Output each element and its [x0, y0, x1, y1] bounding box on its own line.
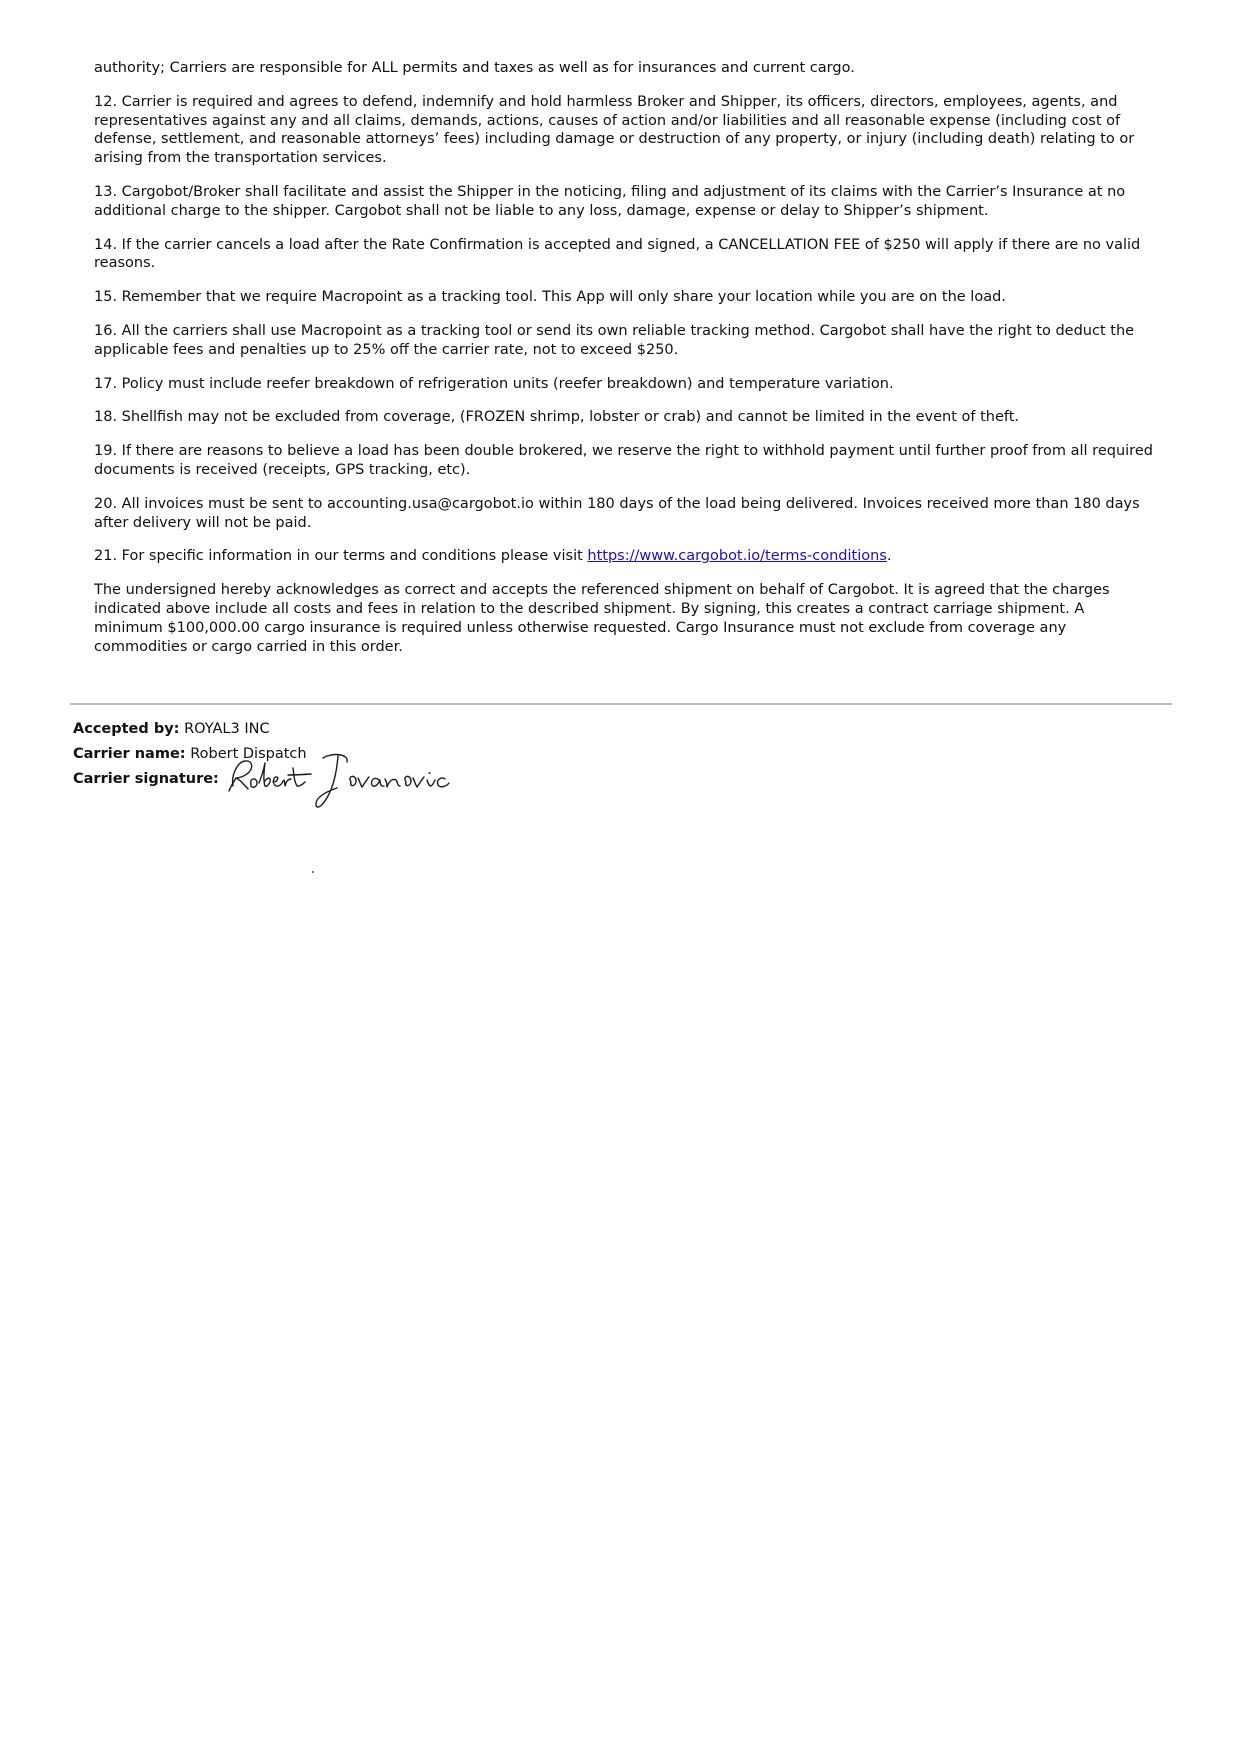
carrier-signature-row	[73, 770, 219, 788]
terms-paragraph-12: 12. Carrier is required and agrees to defend, indemnify and hold harmless Broker and Shipper, its officers, directors, employees, agents, and representatives against any and all claims, demands, actions, causes of action and/or liabilities and all reasonable expense (including cost of defense, settlement, and reasonable attorneys’ fees) including damage or destruction of any property, or injury (including death) relating to or arising from the transportation services.	[94, 93, 1135, 167]
acknowledgement-paragraph: The undersigned hereby acknowledges as correct and accepts the referenced shipment on behalf of Cargobot. It is agreed that the charges indicated above include all costs and fees in relation to the described shipment. By signing, this creates a contract carriage shipment. A minimum $100,000.00 cargo insurance is required unless otherwise requested. Cargo Insurance must not exclude from coverage any commodities or cargo carried in this order.	[94, 582, 1110, 655]
terms-paragraph-16: 16. All the carriers shall use Macropoint as a tracking tool or send its own reliable tracking method. Cargobot shall have the right to deduct the applicable fees and penalties up to 25% off the carrier rate, not to exceed $250.	[94, 322, 1135, 358]
terms-paragraph-17: 17. Policy must include reefer breakdown of refrigeration units (reefer breakdown) and temperature variation.	[94, 375, 894, 392]
terms-paragraph-continuation: authority; Carriers are responsible for ALL permits and taxes as well as for insurances and current cargo.	[94, 60, 855, 76]
carrier-name-value: Robert Dispatch	[190, 746, 307, 762]
carrier-signature-label: Carrier signature:	[73, 771, 219, 787]
terms-paragraph-21-text: 21. For specific information in our terms and conditions please visit	[94, 548, 588, 565]
accepted-by-value: ROYAL3 INC	[184, 721, 270, 737]
terms-conditions-link[interactable]: https://www.cargobot.io/terms-conditions	[587, 548, 887, 565]
accepted-by-row	[73, 720, 270, 738]
terms-paragraph-21	[94, 547, 1156, 566]
terms-paragraph-18: 18. Shellfish may not be excluded from coverage, (FROZEN shrimp, lobster or crab) and cannot be limited in the event of theft.	[94, 409, 1020, 426]
terms-paragraph-20: 20. All invoices must be sent to accounting.usa@cargobot.io within 180 days of the load being delivered. Invoices received more than 180 days after delivery will not be paid.	[94, 495, 1140, 531]
section-divider	[70, 703, 1172, 705]
terms-paragraph-15: 15. Remember that we require Macropoint as a tracking tool. This App will only share your location while you are on the load.	[94, 289, 1006, 306]
terms-paragraph-13: 13. Cargobot/Broker shall facilitate and assist the Shipper in the noticing, filing and adjustment of its claims with the Carrier’s Insurance at no additional charge to the shipper. Cargobot shall not be liable to any loss, damage, expense or delay to Shipper’s shipment.	[94, 183, 1126, 219]
stray-dot-mark	[312, 871, 314, 873]
terms-paragraph-19: 19. If there are reasons to believe a load has been double brokered, we reserve the right to withhold payment until further proof from all required documents is received (receipts, GPS tracking, etc).	[94, 443, 1153, 478]
terms-section	[94, 59, 1156, 671]
handwritten-signature	[227, 748, 509, 820]
carrier-name-label: Carrier name:	[73, 746, 186, 762]
accepted-by-label: Accepted by:	[73, 721, 180, 737]
terms-paragraph-21-end: .	[886, 548, 892, 565]
terms-paragraph-14: 14. If the carrier cancels a load after the Rate Confirmation is accepted and signed, a CANCELLATION FEE of $250 will apply if there are no valid reasons.	[94, 236, 1141, 272]
